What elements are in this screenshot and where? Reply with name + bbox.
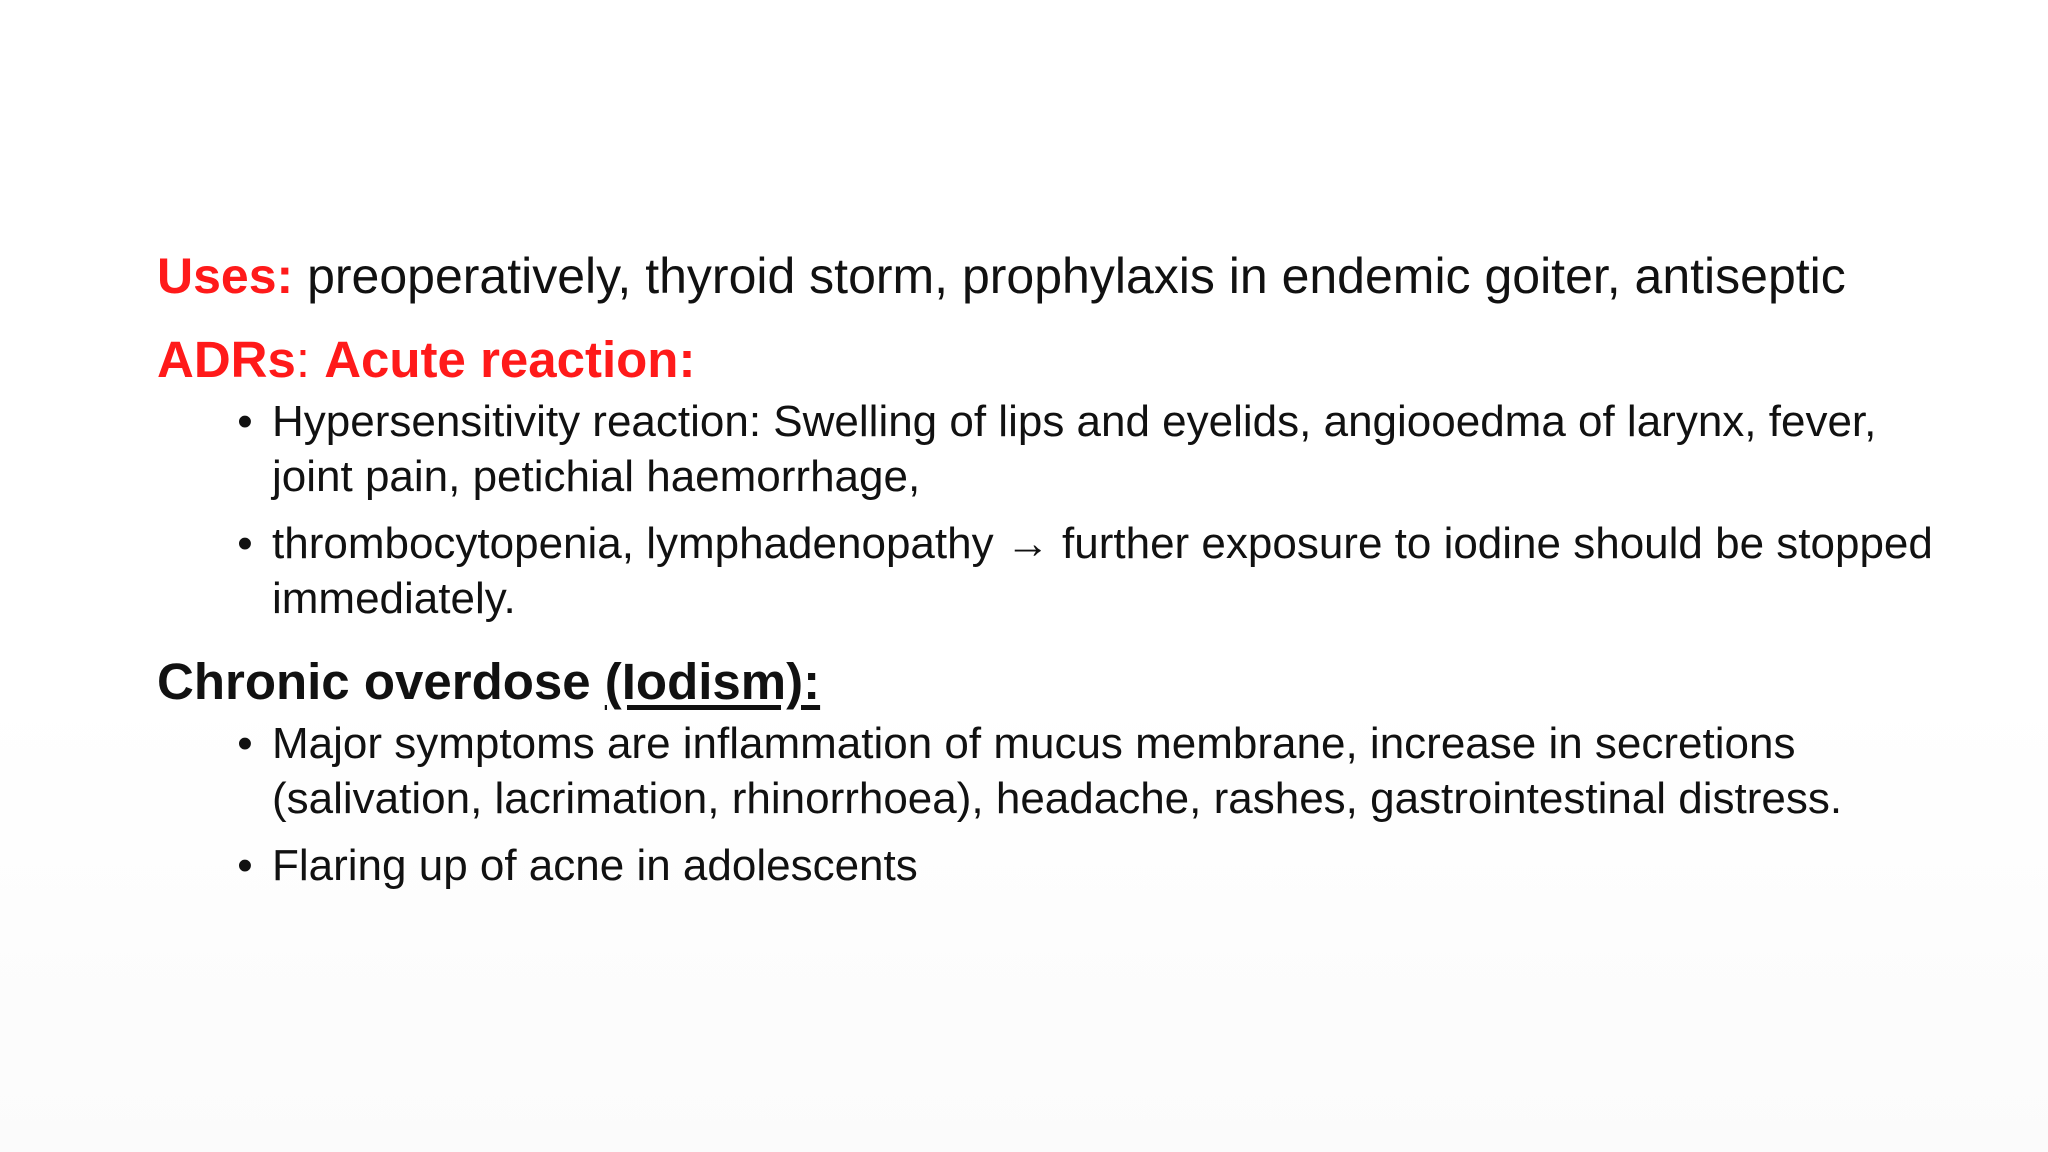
uses-text: preoperatively, thyroid storm, prophylaxis in endemic goiter, antiseptic: [293, 248, 1846, 304]
adrs-label: ADRs: [157, 331, 296, 388]
acute-reaction-list: [157, 394, 1937, 626]
bullet-icon: •: [237, 397, 253, 446]
chronic-overdose-list: [157, 716, 1937, 893]
adrs-heading: [157, 328, 1937, 392]
iodism-label: (Iodism):: [604, 653, 821, 710]
uses-paragraph: [157, 244, 1937, 308]
list-item-text: Major symptoms are inflammation of mucus membrane, increase in secretions (salivation, lacrimation, rhinorrhoea), headache, rashes, gastrointestinal distress.: [272, 719, 1843, 823]
bullet-icon: •: [237, 519, 253, 568]
adrs-separator: :: [295, 331, 325, 388]
list-item: [237, 838, 1937, 893]
list-item: [237, 716, 1937, 826]
slide-content: [157, 244, 1937, 905]
bullet-icon: •: [237, 841, 253, 890]
list-item-text: Hypersensitivity reaction: Swelling of lips and eyelids, angiooedma of larynx, fever, joint pain, petichial haemorrhage,: [272, 397, 1877, 501]
list-item: [237, 516, 1937, 626]
list-item-text: Flaring up of acne in adolescents: [272, 841, 918, 890]
chronic-overdose-heading: [157, 650, 1937, 714]
list-item-text: thrombocytopenia, lymphadenopathy → further exposure to iodine should be stopped immediately.: [272, 519, 1933, 623]
uses-label: Uses:: [157, 248, 294, 304]
acute-reaction-heading: Acute reaction:: [324, 331, 696, 388]
bullet-icon: •: [237, 719, 253, 768]
list-item: [237, 394, 1937, 504]
chronic-overdose-label: Chronic overdose: [157, 653, 605, 710]
